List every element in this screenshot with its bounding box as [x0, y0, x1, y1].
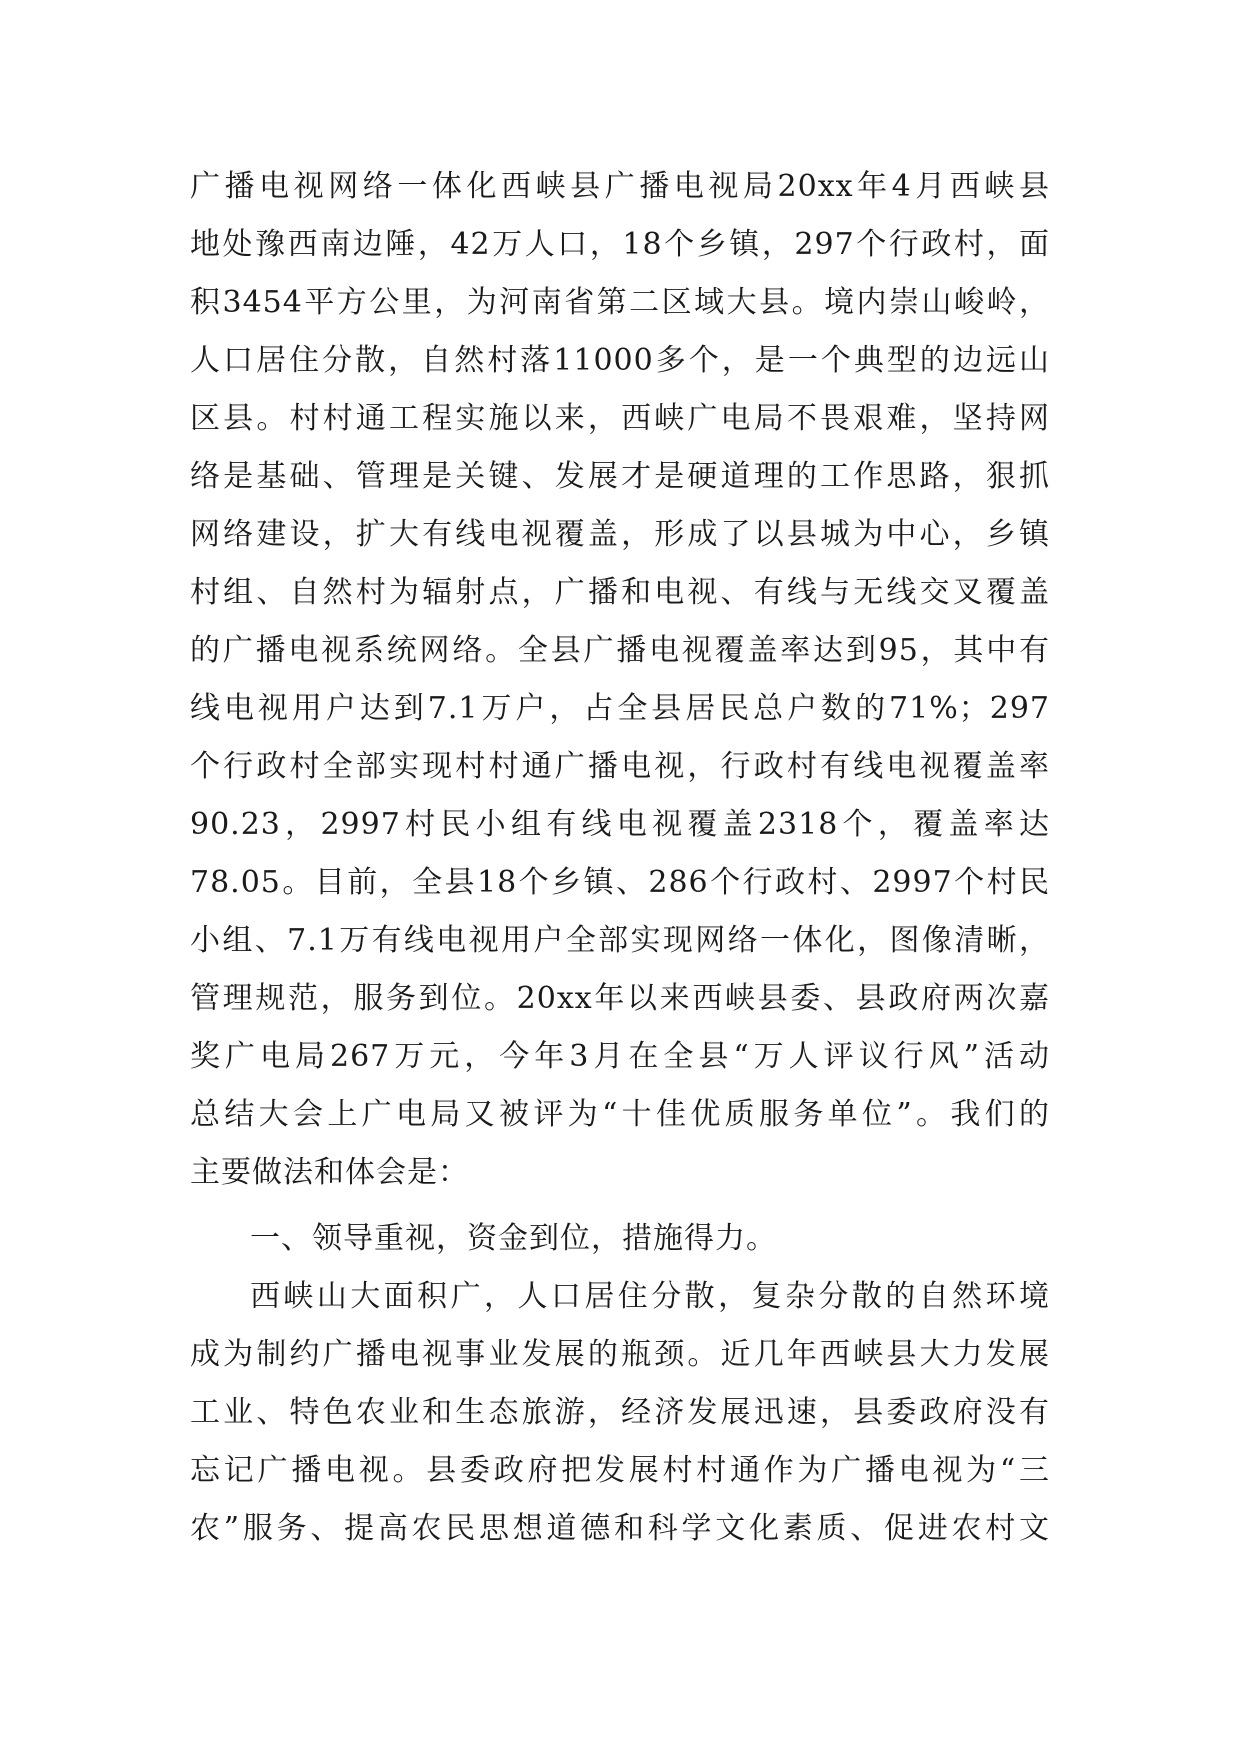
text-line: 农”服务、提高农民思想道德和科学文化素质、促进农村文 [190, 1511, 1050, 1546]
text-line: 人口居住分散，自然村落11000多个，是一个典型的边远山 [190, 343, 1050, 378]
text-line: 广播电视网络一体化西峡县广播电视局20xx年4月西峡县 [190, 169, 1050, 204]
section-heading [190, 1210, 1050, 1268]
text-line: 总结大会上广电局又被评为“十佳优质服务单位”。我们的 [190, 1097, 1050, 1132]
text-line: 络是基础、管理是关键、发展才是硬道理的工作思路，狠抓 [190, 459, 1050, 494]
text-line: 的广播电视系统网络。全县广播电视覆盖率达到95，其中有 [190, 633, 1050, 668]
text-line: 村组、自然村为辐射点，广播和电视、有线与无线交叉覆盖 [190, 575, 1050, 610]
text-line: 管理规范，服务到位。20xx年以来西峡县委、县政府两次嘉 [190, 981, 1050, 1016]
heading-line: 一、领导重视，资金到位，措施得力。 [250, 1221, 777, 1256]
text-line: 奖广电局267万元，今年3月在全县“万人评议行风”活动 [190, 1039, 1050, 1074]
text-line: 成为制约广播电视事业发展的瓶颈。近几年西峡县大力发展 [190, 1337, 1050, 1372]
document-body [190, 158, 1050, 1558]
text-line: 网络建设，扩大有线电视覆盖，形成了以县城为中心，乡镇 [190, 517, 1050, 552]
paragraph-section-one [190, 1268, 1050, 1558]
text-line: 区县。村村通工程实施以来，西峡广电局不畏艰难，坚持网 [190, 401, 1050, 436]
text-line: 西峡山大面积广，人口居住分散，复杂分散的自然环境 [250, 1279, 1050, 1314]
text-line: 忘记广播电视。县委政府把发展村村通作为广播电视为“三 [190, 1453, 1050, 1488]
text-line: 小组、7.1万有线电视用户全部实现网络一体化，图像清晰， [190, 923, 1050, 958]
text-line: 主要做法和体会是： [190, 1155, 469, 1190]
text-line: 90.23，2997村民小组有线电视覆盖2318个，覆盖率达 [190, 807, 1050, 842]
text-line: 线电视用户达到7.1万户，占全县居民总户数的71%；297 [190, 691, 1050, 726]
paragraph-intro [190, 158, 1050, 1202]
text-line: 地处豫西南边陲，42万人口，18个乡镇，297个行政村，面 [190, 227, 1050, 262]
text-line: 积3454平方公里，为河南省第二区域大县。境内崇山峻岭， [190, 285, 1050, 320]
text-line: 78.05。目前，全县18个乡镇、286个行政村、2997个村民 [190, 865, 1050, 900]
text-line: 个行政村全部实现村村通广播电视，行政村有线电视覆盖率 [190, 749, 1050, 784]
text-line: 工业、特色农业和生态旅游，经济发展迅速，县委政府没有 [190, 1395, 1050, 1430]
